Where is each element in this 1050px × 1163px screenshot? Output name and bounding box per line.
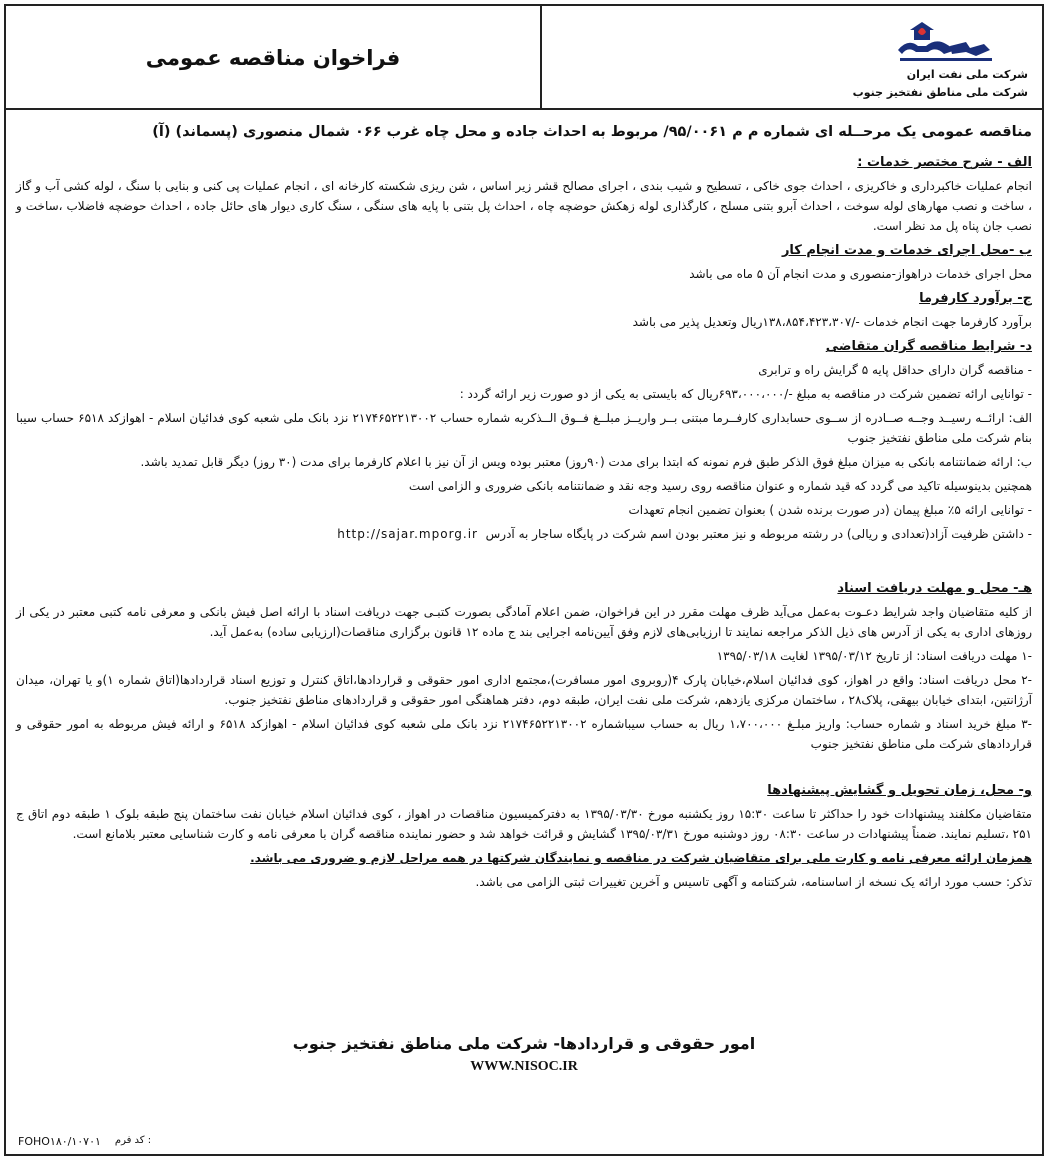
section-b-title: ب -محل اجرای خدمات و مدت انجام کار	[781, 243, 1032, 258]
footer	[6, 1032, 1042, 1078]
form-code-value: FOHO۱۸۰/۱۰۷۰۱	[18, 1135, 101, 1148]
section-d-title: د- شرایط مناقصه گران متقاضی	[825, 339, 1032, 354]
section-d-item-2: - توانایی ارائه تضمین شرکت در مناقصه به مبلغ -/۶۹۳،۰۰۰،۰۰۰ریال که بایستی به یکی از دو صورت زیر ارائه گردد :	[459, 387, 1032, 401]
section-a-title: الف - شرح مختصر خدمات :	[857, 155, 1032, 170]
section-f-item-2: همزمان ارائه معرفی نامه و کارت ملی برای متقاضیان شرکت در مناقصه و نمایندگان شرکتها در همه مراحل لازم و ضروری می باشد.	[250, 851, 1032, 865]
section-d-item-4: ب: ارائه ضمانتنامه بانکی به میزان مبلغ فوق الذکر طبق فرم نمونه که ابتدا برای مدت (۹۰روز) معتبر بوده ویس از آن نیز با اعلام کارفرما برای مدت (۳۰ روز) دیگر قابل تمدید باشد.	[140, 455, 1032, 469]
section-c-body: برآورد کارفرما جهت انجام خدمات -/۱۳۸،۸۵۴،۴۲۳،۳۰۷ریال وتعدیل پذیر می باشد	[632, 315, 1032, 329]
company-name-nisoc: شرکت ملی مناطق نفتخیز جنوب	[852, 86, 1028, 99]
footer-organization: امور حقوقی و قراردادها- شرکت ملی مناطق نفتخیز جنوب	[292, 1034, 756, 1053]
section-a-body: انجام عملیات خاکبرداری و خاکریزی ، احداث جوی خاکی ، تسطیح و شیب بندی ، اجرای مصالح قشر زیر اساس ، شن ریزی شکسته کارخانه ای ، انجام عملیات پی کنی و بنایی با سنگ ، لوله کشی آب و گاز ، ساخت و نصب مهارهای لوله سوخت ، احداث آبرو بتنی مسلح ، کارگذاری لوله زهکش حوضچه چاه ، احداث پل بتنی با پایه های سنگی ، سنگ کاری دیوار های حائل جاده ، احداث حوضچه فاضلاب ،ساخت و نصب جان پناه پل مد نظر است.	[16, 179, 1032, 233]
tender-announcement-page	[4, 4, 1044, 1156]
company-name-nioc: شرکت ملی نفت ایران	[906, 68, 1028, 81]
section-f-item-3: تذکر: حسب مورد ارائه یک نسخه از اساسنامه، شرکتنامه و آگهی تاسیس و آخرین تغییرات ثبتی الزامی می باشد.	[475, 875, 1032, 889]
section-f-title: و- محل، زمان تحویل و گشایش پیشنهادها	[767, 783, 1032, 798]
section-e-title: هـ- محل و مهلت دریافت اسناد	[837, 581, 1032, 596]
section-e-item-4: -۳ مبلغ خرید اسناد و شماره حساب: واریز مبلـغ ۱،۷۰۰،۰۰۰ ریال به حساب سیباشماره ۲۱۷۴۶۵۲۲۱۳۰۰۲ نزد بانک ملی شعبه کوی فدائیان اسلام - اهوازکد ۶۵۱۸ و ارائه فیش مربوطه به امور حقوقی و قراردادهای شرکت ملی مناطق نفتخیز جنوب	[16, 717, 1032, 751]
nioc-logo-icon	[890, 20, 1010, 68]
section-b-body: محل اجرای خدمات دراهواز-منصوری و مدت انجام آن ۵ ماه می باشد	[689, 267, 1032, 281]
header	[6, 6, 1042, 110]
section-c-title: ج- برآورد کارفرما	[919, 291, 1032, 306]
section-e-item-1: از کلیه متقاضیان واجد شرایط دعـوت به‌عمل می‌آید ظرف مهلت مقرر در این فراخوان، ضمن اعلام آمادگی بصورت کتبـی جهت دریافت اسناد با ارائه اصل فیش بانکی و معرفی نامه کتبی معتبر در یکی از روزهای اداری به یکی از آدرس های ذیل الذکر مراجعه نمایند تا ارزیابی‌های لازم وفق آیین‌نامه اجرایی بند ج ماده ۱۲ قانون برگزاری مناقصات(ارزیابی ساده) به‌عمل آید.	[16, 605, 1032, 639]
section-e-item-2: -۱ مهلت دریافت اسناد: از تاریخ ۱۳۹۵/۰۳/۱۲ لغایت ۱۳۹۵/۰۳/۱۸	[716, 649, 1032, 663]
announcement-body	[16, 118, 1032, 896]
form-code-line	[18, 1135, 151, 1148]
tender-title: مناقصه عمومی یک مرحــله ای شماره م م ۹۵/۰۰۶۱/ مربوط به احداث جاده و محل چاه غرب ۰۶۶ شمال منصوری (پسماند) (آ)	[152, 124, 1032, 140]
section-d-item-1: - مناقصه گران دارای حداقل پایه ۵ گرایش راه و ترابری	[758, 363, 1032, 377]
form-code-label: کد فرم :	[114, 1135, 152, 1146]
section-e-item-3: -۲ محل دریافت اسناد: واقع در اهواز، کوی فدائیان اسلام،خیابان پارک ۴(روبروی امور مسافرت)،مجتمع اداری امور حقوقی و قراردادها،اتاق کنترل و توزیع اسناد قراردادها(اتاق شماره ۱)و یا تهران، میدان آرژانتین، ابتدای خیابان بیهقی، پلاک۲۸ ، ساختمان مرکزی یازدهم، شرکت ملی نفت ایران، طبقه دوم، دفتر هماهنگی امور حقوقی و قراردادهای مناطق نفتخیز جنوب.	[16, 673, 1033, 707]
section-d-item-7: - داشتن ظرفیت آزاد(تعدادی و ریالی) در رشته مربوطه و نیز معتبر بودن اسم شرکت در پایگاه ساجار به آدرس http://sajar.mporg.ir	[337, 527, 1032, 541]
header-divider	[540, 6, 542, 108]
sajar-link[interactable]: http://sajar.mporg.ir	[337, 527, 478, 541]
section-d-item-3: الف: ارائــه رسیــد وجــه صــادره از ســوی حسابداری کارفــرما مبتنی بــر واریــز مبلــغ فــوق الــذکربه شماره حساب ۲۱۷۴۶۵۲۲۱۳۰۰۲ نزد بانک ملی شعبه کوی فدائیان اسلام - اهوازکد ۶۵۱۸ حساب سیبا بنام شرکت ملی مناطق نفتخیز جنوب	[16, 411, 1032, 445]
section-f-item-1: متقاضیان مکلفند پیشنهادات خود را حداکثر تا ساعت ۱۵:۳۰ روز یکشنبه مورخ ۱۳۹۵/۰۳/۳۰ به دفترکمیسیون مناقصات در اهواز ، کوی فدائیان اسلام خیابان نفت ساختمان پنج طبقه بلوک ۱ طبقه دوم اتاق ج ۲۵۱ ،تسلیم نمایند. ضمناً پیشنهادات در ساعت ۰۸:۳۰ روز دوشنبه مورخ ۱۳۹۵/۰۳/۳۱ گشایش و قرائت خواهد شد و حضور نماینده مناقصه گران با معرفی نامه و کارت شناسایی معتبر بلامانع است.	[16, 807, 1032, 841]
company-logo-block	[798, 16, 1028, 106]
footer-website-link[interactable]: WWW.NISOC.IR	[470, 1059, 578, 1074]
page-title: فراخوان مناقصه عمومی	[145, 46, 401, 70]
section-d-item-6: - توانایی ارائه ۵٪ مبلغ پیمان (در صورت برنده شدن ) بعنوان تضمین انجام تعهدات	[628, 503, 1032, 517]
section-d-item-5: همچنین بدینوسیله تاکید می گردد که قید شماره و عنوان مناقصه روی رسید وجه نقد و ضمانتنامه بانکی ضروری و الزامی است	[408, 479, 1032, 493]
